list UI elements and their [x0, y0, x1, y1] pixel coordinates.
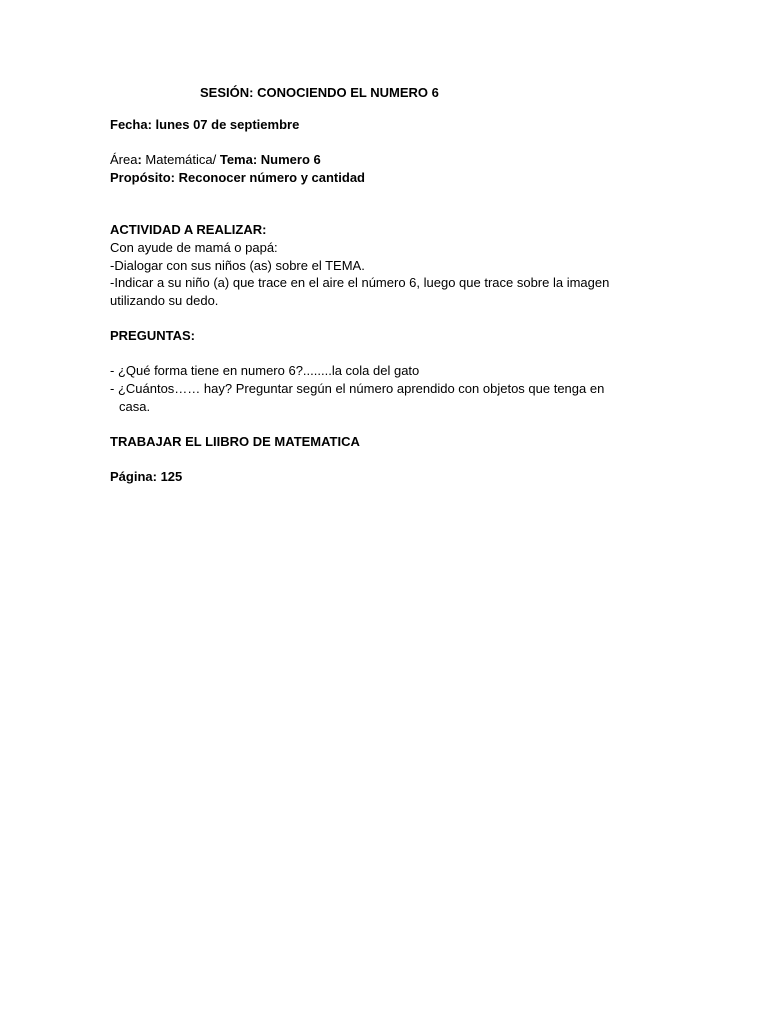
question-item: - ¿Cuántos…… hay? Preguntar según el número aprendido con objetos que tenga en [110, 381, 605, 396]
tema-label: Tema: Numero 6 [219, 152, 321, 167]
question-item-continuation: casa. [119, 399, 151, 414]
area-colon: : [137, 152, 142, 167]
activity-line: utilizando su dedo. [110, 293, 219, 308]
session-title: SESIÓN: CONOCIENDO EL NUMERO 6 [200, 85, 439, 100]
activity-line: Con ayude de mamá o papá: [110, 240, 278, 255]
question-item: - ¿Qué forma tiene en numero 6?........la cola del gato [110, 363, 420, 378]
date-line: Fecha: lunes 07 de septiembre [110, 117, 300, 132]
purpose-line: Propósito: Reconocer número y cantidad [110, 170, 365, 185]
page-number-line: Página: 125 [110, 469, 183, 484]
area-line [110, 151, 321, 169]
area-value: Matemática/ [141, 152, 220, 167]
activity-line: -Dialogar con sus niños (as) sobre el TEMA. [110, 258, 365, 273]
activity-line: -Indicar a su niño (a) que trace en el aire el número 6, luego que trace sobre la imagen [110, 275, 610, 290]
area-label: Área [110, 152, 138, 167]
workbook-instruction: TRABAJAR EL LIIBRO DE MATEMATICA [110, 434, 360, 449]
questions-heading: PREGUNTAS: [110, 328, 195, 343]
activity-heading: ACTIVIDAD A REALIZAR: [110, 222, 267, 237]
